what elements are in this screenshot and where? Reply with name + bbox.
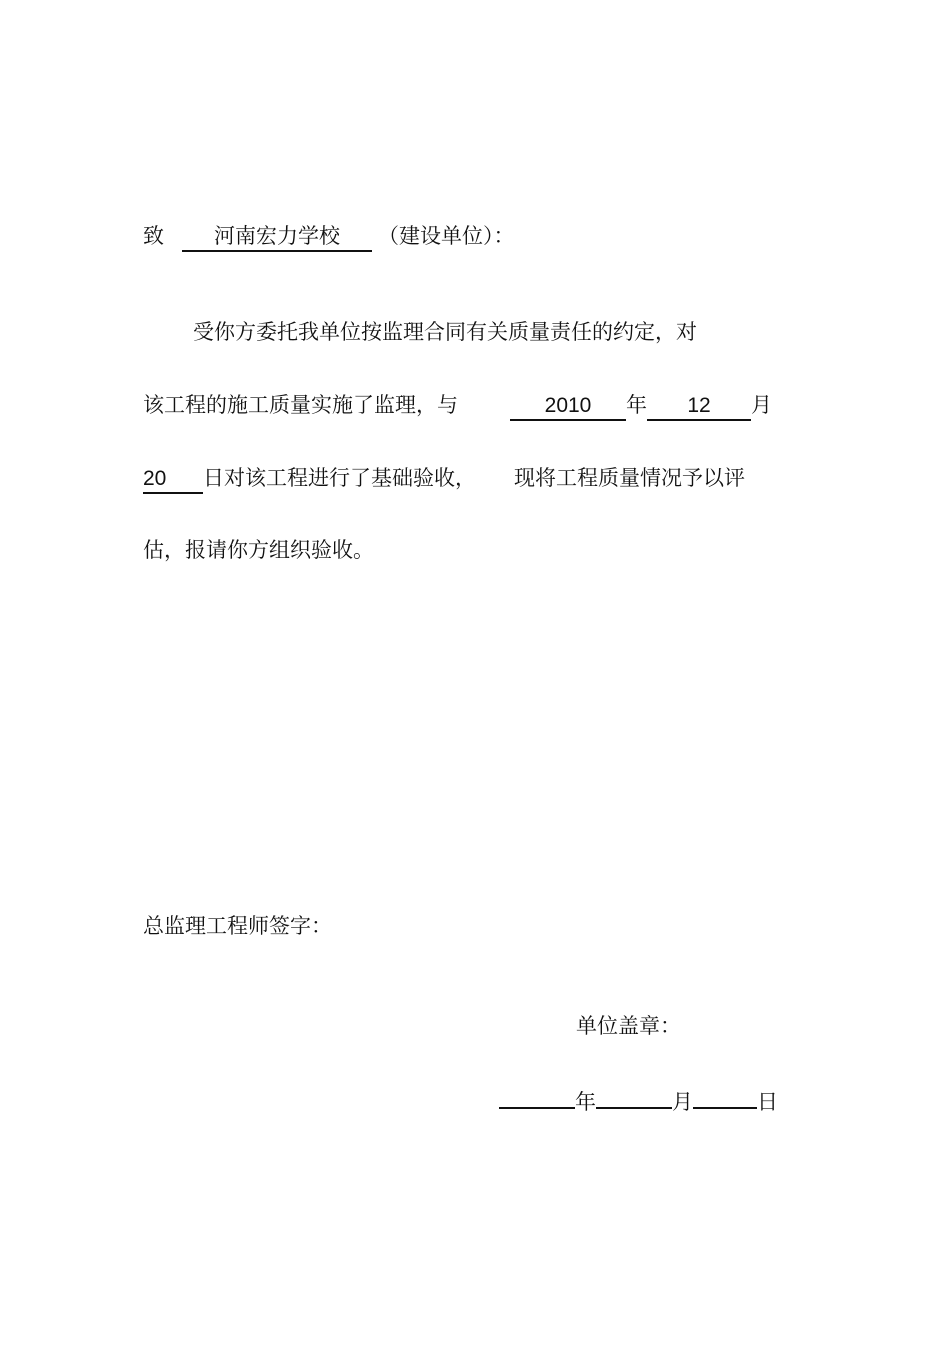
to-prefix: 致 [143,224,164,248]
stamp-line [576,1011,681,1041]
recipient-field: 河南宏力学校 [182,224,372,252]
month-field: 12 [647,393,751,421]
paragraph-line-1 [193,317,697,347]
recipient-suffix: （建设单位）： [378,224,515,248]
paragraph-text-3: 日对该工程进行了基础验收， [203,466,476,490]
paragraph-text-1: 受你方委托我单位按监理合同有关质量责任的约定，对 [193,320,697,344]
signature-month-label: 月 [672,1090,693,1114]
signature-year-label: 年 [575,1090,596,1114]
signature-day-label: 日 [757,1090,778,1114]
signature-day-blank [693,1081,757,1109]
paragraph-text-3-tail: 现将工程质量情况予以评 [514,466,745,490]
paragraph-line-4 [143,535,374,565]
month-label: 月 [751,393,772,417]
day-field: 20 [143,466,203,494]
paragraph-text-2: 该工程的施工质量实施了监理，与 [143,393,458,417]
engineer-signature-line [143,911,332,941]
stamp-label: 单位盖章： [576,1014,681,1038]
year-label: 年 [626,393,647,417]
paragraph-text-4: 估，报请你方组织验收。 [143,538,374,562]
signature-date-line [499,1081,778,1114]
year-field: 2010 [510,393,626,421]
signature-year-blank [499,1081,575,1109]
addressee-line [143,221,515,251]
paragraph-line-2 [143,390,772,420]
signature-month-blank [596,1081,672,1109]
paragraph-line-3 [143,463,745,493]
engineer-signature-label: 总监理工程师签字： [143,914,332,938]
